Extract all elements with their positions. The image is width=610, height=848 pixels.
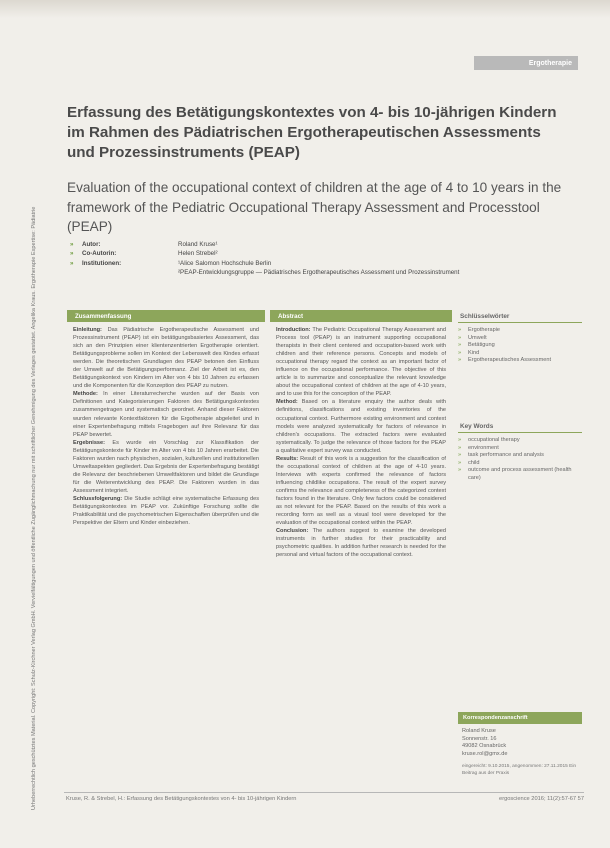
institution-row-2: [70, 268, 590, 277]
abstract-paragraph: [276, 455, 446, 527]
keyword-item: » Ergotherapie: [458, 327, 582, 335]
english-abstract-heading: Abstract: [270, 310, 452, 322]
scan-shadow: [0, 0, 610, 18]
footer-page-info: ergoscience 2016; 11(2):57-67 57: [499, 796, 584, 802]
meta-value: Roland Kruse¹: [178, 241, 218, 248]
co-author-row: [70, 249, 590, 258]
email-link[interactable]: kruse.rol@gmx.de: [462, 750, 508, 757]
copyright-notice: Urheberrechtlich geschütztes Material. Copyright: Schulz-Kirchner Verlag GmbH. Vervielfältigungen und öffentliche Zugänglichmachung nur mit schriftlicher Genehmigung des Verlages gestattet. Angelika Kraus. Ergotherapie Expertise: Pädiatrie: [31, 206, 37, 810]
paragraph-label: Introduction:: [276, 327, 311, 333]
meta-key: » Institutionen:: [70, 259, 178, 268]
paragraph-label: Ergebnisse:: [73, 439, 106, 446]
abstract-paragraph: [276, 326, 446, 398]
meta-value: ¹Alice Salomon Hochschule Berlin: [178, 259, 272, 267]
address-line: 49082 Osnabrück: [462, 743, 507, 750]
english-abstract: [270, 310, 452, 790]
keyword-item: » child: [458, 460, 582, 468]
title-english: Evaluation of the occupational context of children at the age of 4 to 10 years in the framework of the Pediatric Occupational Therapy Assessment and Processtool (PEAP): [67, 180, 562, 234]
submission-note: eingereicht: 9.10.2015, angenommen: 27.11.2015 Ein Beitrag aus der Praxis: [462, 764, 577, 776]
author-row: [70, 240, 590, 249]
keywords-english-heading: Key Words: [458, 420, 582, 433]
abstract-paragraph: [73, 495, 259, 527]
german-abstract-heading: Zusammenfassung: [67, 310, 265, 322]
paragraph-text: Result of this work is a suggestion for the classification of the occupational context of children at the age of 4-10 years. Interviews with experts confirmed the relevance of factors influencing childlike occupations. The result of the expert survey confirms the relevance and completeness of the categorized context factors found in the literature. Only few factors could be considered as not relevant for the PEAP. Based on the results of this work a recording form as well as a visual tool were developed for the evaluation of the occupational context within the PEAP.: [276, 455, 446, 527]
correspondence-address: [458, 724, 582, 777]
keyword-item: » Ergotherapeutisches Assessment: [458, 357, 582, 365]
address-line: Roland Kruse: [462, 728, 496, 734]
footer-divider: [64, 792, 584, 793]
german-abstract: [67, 310, 265, 790]
address-line: Sonnenstr. 16: [462, 735, 497, 742]
paragraph-label: Schlussfolgerung:: [73, 495, 123, 502]
keyword-item: » Umwelt: [458, 335, 582, 343]
footer-citation: Kruse, R. & Strebel, H.: Erfassung des Betätigungskontextes von 4- bis 10-jährigen Kindern: [66, 796, 297, 802]
keywords-english: [458, 420, 582, 483]
author-info: [70, 240, 590, 277]
keyword-item: » Kind: [458, 350, 582, 358]
section-label: Ergotherapie: [474, 56, 578, 70]
paragraph-text: In einer Literaturrecherche wurden auf der Basis von Definitionen und Kategorisierungen Faktoren des Betätigungskontextes zusammengetragen und systematisch geordnet. Anhand dieser Faktoren wurden relevante Kontextfaktoren für die Ergotherapie abgeleitet und in einer Expertenbefragung mittels Fragebogen auf ihre Relevanz für das PEAP bewertet.: [73, 391, 259, 438]
meta-key: » Co-Autorin:: [70, 249, 178, 258]
paragraph-label: Method:: [276, 399, 298, 406]
title-german: Erfassung des Betätigungskontextes von 4- bis 10-jährigen Kindern im Rahmen des Pädiatrischen Ergotherapeutischen Assessments und Prozessinstruments (PEAP): [67, 104, 557, 161]
keyword-item: » occupational therapy: [458, 437, 582, 445]
paragraph-text: Based on a literature enquiry the author deals with definitions, classifications and existing inventories of the occupational context. Furthermore existing environment and context models were analyzed systematically for factors of relevance in children's occupations. The extracted factors were evaluated systematically. To judge the relevance of those factors for the PEAP a qualitative expert survey was conducted.: [276, 399, 446, 454]
paragraph-label: Einleitung:: [73, 327, 102, 333]
paragraph-label: Results:: [276, 455, 299, 462]
paragraph-text: Es wurde ein Vorschlag zur Klassifikation der Betätigungskontexte für Kinder im Alter von 4 bis 10 Jahren erarbeitet. Die Faktoren wurden nach physischen, sozialen, kulturellen und institutionellen Umweltaspekten gegliedert. Das Ergebnis der Expertenbefragung bestätigt die Relevanz der beschriebenen Umweltfaktoren und bildet die Grundlage für die Weiterentwicklung des PEAP. Die Faktoren wurden in das Assessment integriert.: [73, 439, 259, 494]
german-abstract-body: [67, 322, 265, 527]
keyword-list: [458, 327, 582, 365]
keyword-item: » outcome and process assessment (health care): [458, 467, 582, 482]
meta-key: » Autor:: [70, 240, 178, 249]
abstract-paragraph: [73, 390, 259, 438]
correspondence-box: [458, 712, 582, 777]
paragraph-text: Die Studie schlägt eine systematische Erfassung des Betätigungskontextes im PEAP vor. Zukünftige Forschung sollte die Praktikabilität und die psychometrischen Eigenschaften überprüfen und die Perspektive der Eltern und Kinder einbeziehen.: [73, 495, 259, 527]
institution-row: [70, 259, 590, 268]
keywords-german-heading: Schlüsselwörter: [458, 310, 582, 323]
paragraph-label: Conclusion:: [276, 528, 309, 535]
abstract-paragraph: [73, 326, 259, 390]
keyword-list: [458, 437, 582, 483]
meta-value: ²PEAP-Entwicklungsgruppe — Pädiatrisches Ergotherapeutisches Assessment und Prozessinstrument: [178, 268, 460, 276]
paragraph-text: The Pediatric Occupational Therapy Assessment and Process tool (PEAP) is an instrument supporting occupational therapists in their client centered and occupation-based work with children and their reference persons. Concepts and models of occupational therapy regard the context as an important factor of influence on the occupational performance. The objective of this article is to summarize and conceptualize the relevant knowledge about the occupational context of children at the age of 4-10 years, and to use this for the conception of the PEAP.: [276, 327, 447, 398]
paragraph-label: Methode:: [73, 391, 98, 398]
abstract-paragraph: [276, 398, 446, 454]
meta-value: Helen Strebel²: [178, 250, 218, 258]
paragraph-text: Das Pädiatrische Ergotherapeutische Assessment und Prozessinstrument (PEAP) ist ein betätigungsbasiertes Assessment, das sich an den Prinzipien einer klientenzentrierten Ergotherapie orientiert. Betätigungsprobleme sollen im Kontext der Lebenswelt des Kindes erfasst werden. Die theoretischen Grundlagen des PEAP betonen den Einfluss der Umwelt auf die Betätigungsperformanz. Ziel der Arbeit ist es, den Betätigungskontext von Kindern im Alter von 4 bis 10 Jahren zu erfassen und die Komponenten für die Konzeption des PEAP zu nutzen.: [73, 327, 259, 390]
keywords-german: [458, 310, 582, 365]
keyword-item: » Betätigung: [458, 342, 582, 350]
paragraph-text: The authors suggest to examine the developed instruments in further studies for their practicability and psychometric qualities. In addition further research is needed for the personal and virtual factors of the occupational context.: [276, 528, 447, 559]
abstract-paragraph: [276, 527, 446, 559]
keyword-item: » task performance and analysis: [458, 452, 582, 460]
correspondence-heading: Korrespondenzanschrift: [458, 712, 582, 724]
keyword-item: » environment: [458, 445, 582, 453]
english-abstract-body: [270, 322, 452, 559]
abstract-paragraph: [73, 439, 259, 495]
